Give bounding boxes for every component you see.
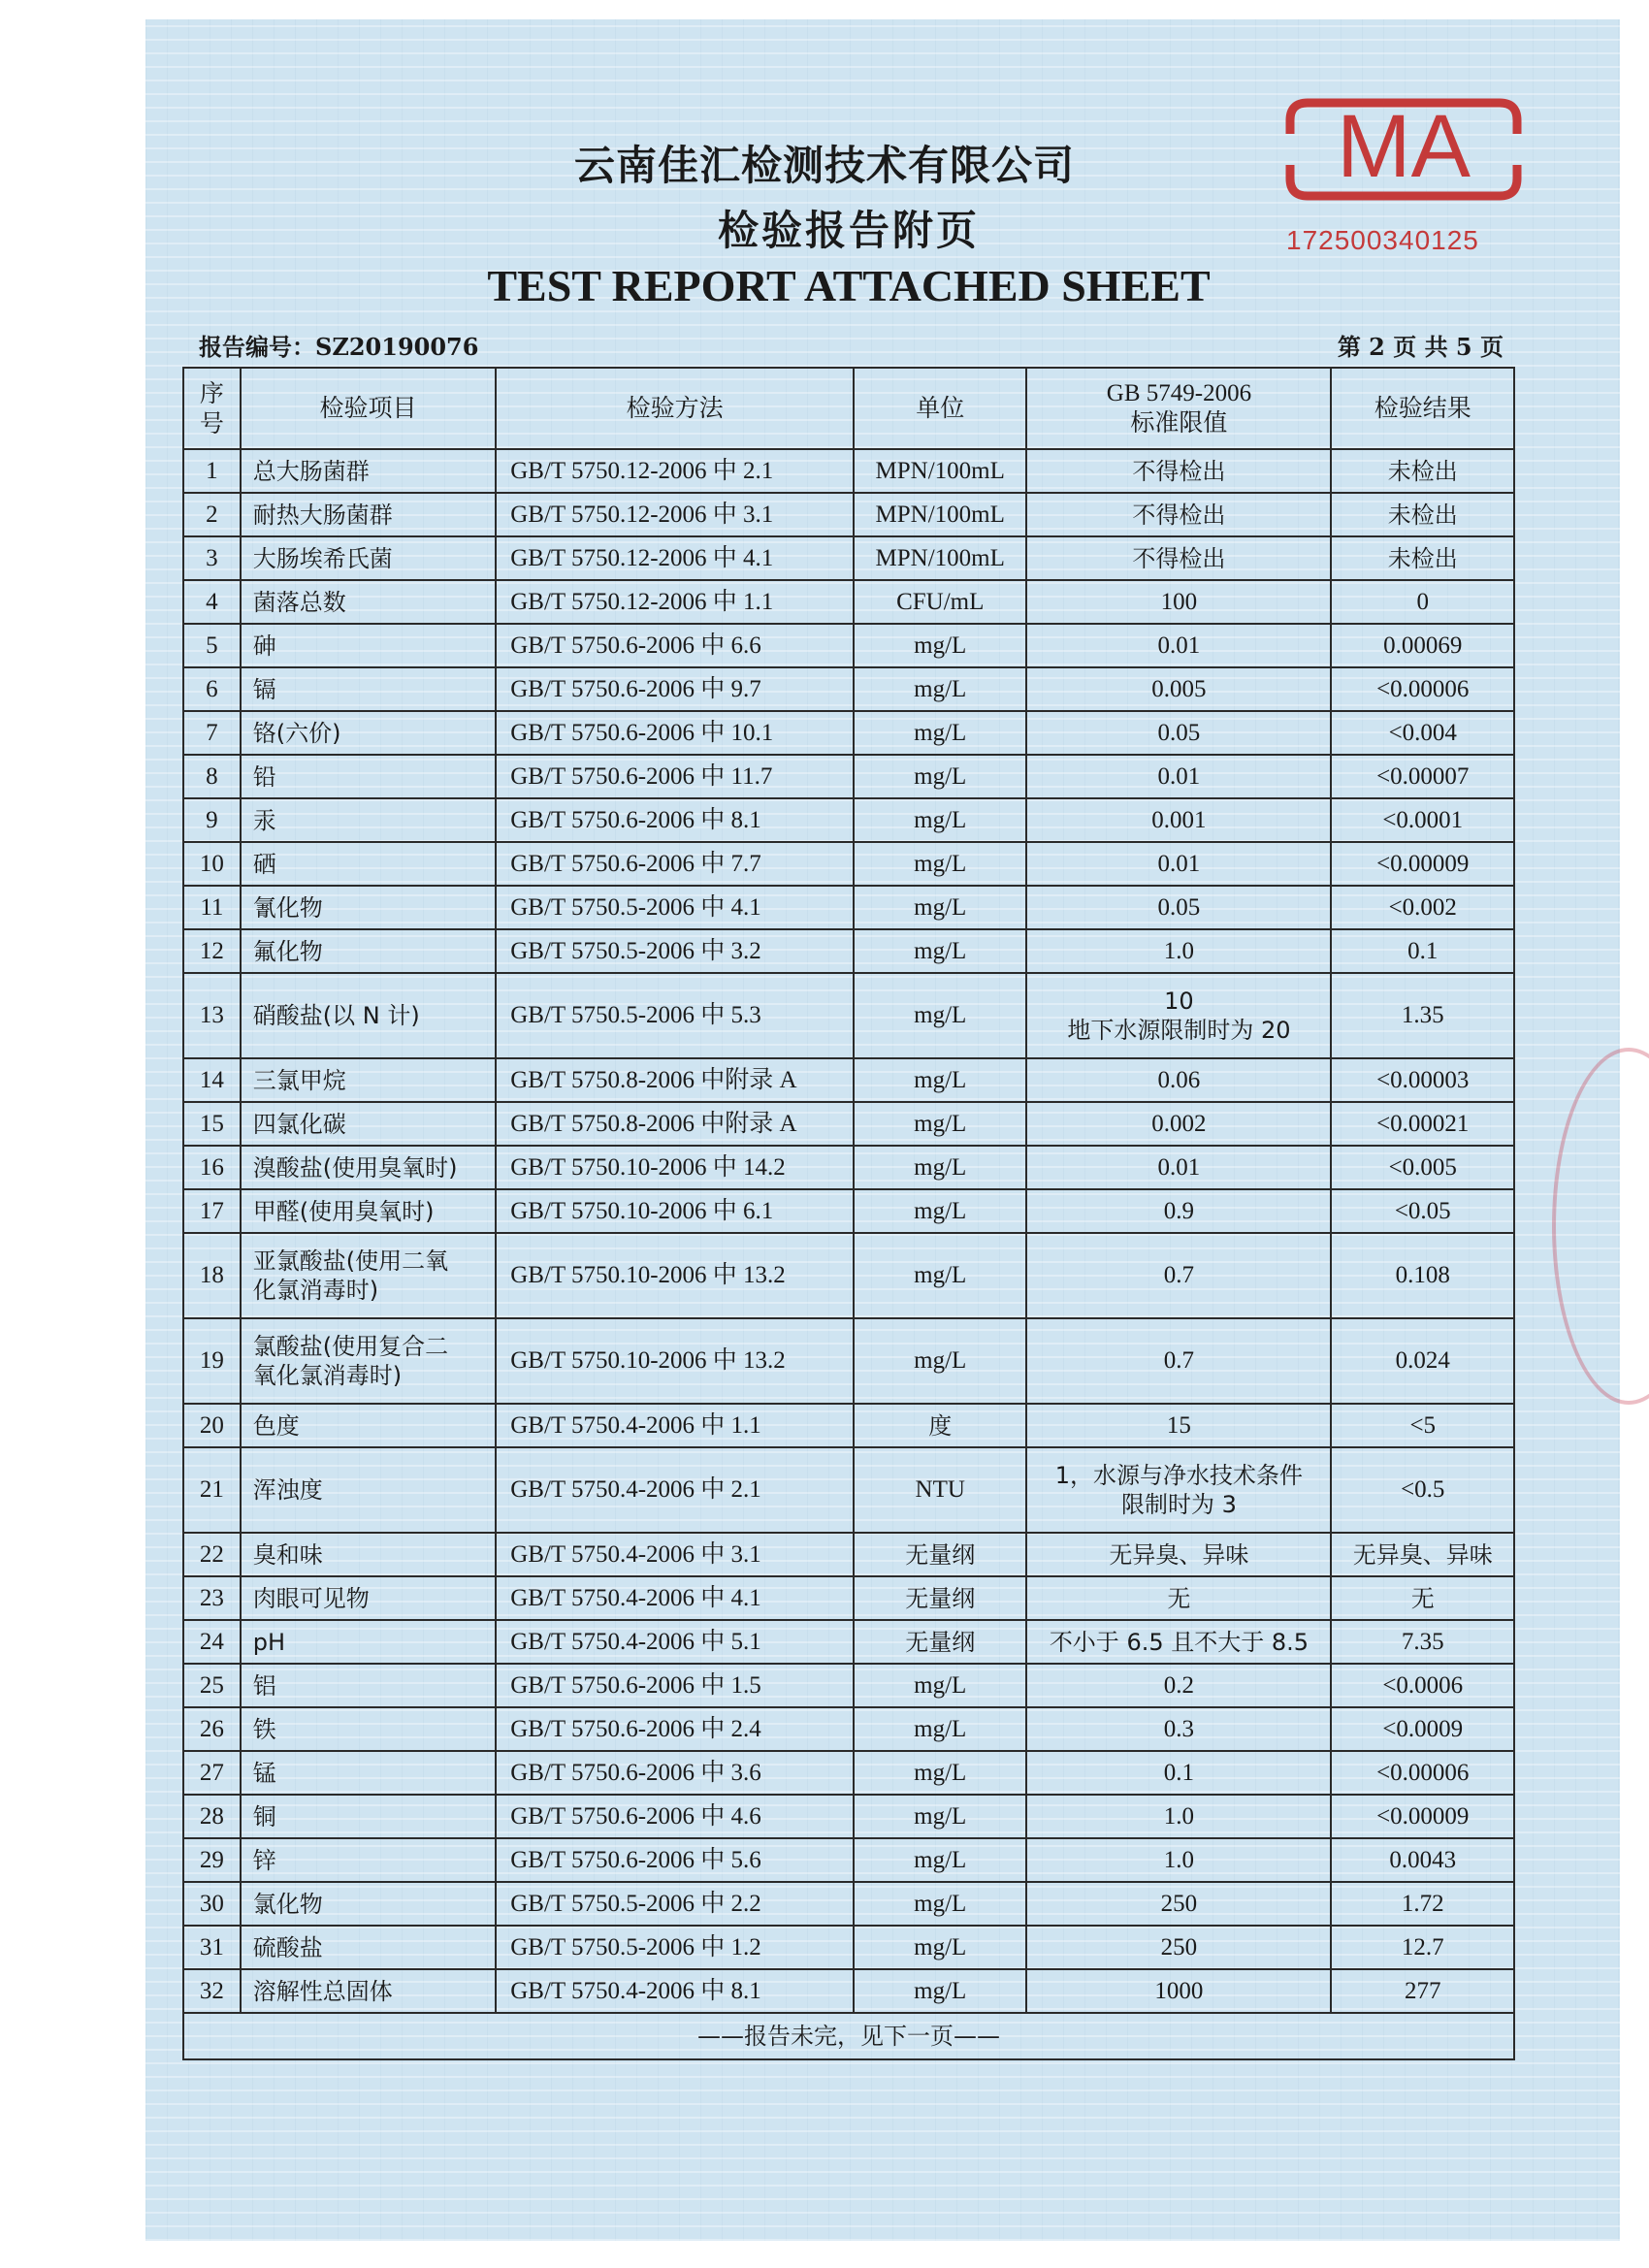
row-unit: mg/L — [854, 1707, 1026, 1751]
row-test-item: 铝 — [241, 1664, 496, 1707]
row-standard-limit: 15 — [1026, 1404, 1331, 1447]
row-test-method: GB/T 5750.6-2006 中 2.4 — [496, 1707, 854, 1751]
row-test-result: <0.0006 — [1331, 1664, 1514, 1707]
row-seq-number: 12 — [183, 929, 241, 973]
row-unit: mg/L — [854, 1233, 1026, 1318]
report-subtitle: 检验报告附页 — [717, 207, 980, 254]
table-row — [183, 1447, 1514, 1533]
row-unit: mg/L — [854, 755, 1026, 798]
row-test-item: 臭和味 — [241, 1533, 496, 1576]
row-seq-number: 20 — [183, 1404, 241, 1447]
row-unit: mg/L — [854, 929, 1026, 973]
row-unit: 无量纲 — [854, 1620, 1026, 1664]
row-test-method: GB/T 5750.6-2006 中 5.6 — [496, 1838, 854, 1882]
row-standard-limit: 0.002 — [1026, 1102, 1331, 1146]
row-test-result: <0.0001 — [1331, 798, 1514, 842]
table-row — [183, 536, 1514, 580]
row-test-item: 氟化物 — [241, 929, 496, 973]
row-seq-number: 17 — [183, 1189, 241, 1233]
ma-certification-stamp — [1278, 85, 1529, 211]
row-unit: mg/L — [854, 1838, 1026, 1882]
row-seq-number: 9 — [183, 798, 241, 842]
table-row — [183, 1102, 1514, 1146]
row-standard-limit: 1.0 — [1026, 1838, 1331, 1882]
row-test-method: GB/T 5750.4-2006 中 2.1 — [496, 1447, 854, 1533]
row-unit: 无量纲 — [854, 1576, 1026, 1620]
row-test-item: 硒 — [241, 842, 496, 886]
row-standard-limit: 250 — [1026, 1882, 1331, 1926]
row-test-item: 锰 — [241, 1751, 496, 1795]
row-test-item: 硫酸盐 — [241, 1926, 496, 1969]
row-seq-number: 16 — [183, 1146, 241, 1189]
row-test-result: 277 — [1331, 1969, 1514, 2013]
row-seq-number: 26 — [183, 1707, 241, 1751]
row-test-result: <0.00003 — [1331, 1058, 1514, 1102]
row-test-result: 0.024 — [1331, 1318, 1514, 1404]
row-standard-limit: 0.05 — [1026, 886, 1331, 929]
row-standard-limit: 0.3 — [1026, 1707, 1331, 1751]
row-unit: CFU/mL — [854, 580, 1026, 624]
header-method: 检验方法 — [496, 368, 854, 449]
table-row — [183, 1838, 1514, 1882]
row-seq-number: 32 — [183, 1969, 241, 2013]
table-row — [183, 449, 1514, 493]
row-unit: mg/L — [854, 1795, 1026, 1838]
row-seq-number: 13 — [183, 973, 241, 1058]
table-row — [183, 1189, 1514, 1233]
row-test-result: 0.00069 — [1331, 624, 1514, 667]
row-test-method: GB/T 5750.8-2006 中附录 A — [496, 1102, 854, 1146]
row-test-result: 12.7 — [1331, 1926, 1514, 1969]
row-test-result: <0.00009 — [1331, 1795, 1514, 1838]
row-test-method: GB/T 5750.5-2006 中 4.1 — [496, 886, 854, 929]
row-test-result: <0.005 — [1331, 1146, 1514, 1189]
row-seq-number: 25 — [183, 1664, 241, 1707]
table-row — [183, 1058, 1514, 1102]
company-name: 云南佳汇检测技术有限公司 — [573, 142, 1075, 189]
row-unit: mg/L — [854, 798, 1026, 842]
row-test-result: 0.0043 — [1331, 1838, 1514, 1882]
row-test-item: 亚氯酸盐(使用二氧 化氯消毒时) — [241, 1233, 496, 1318]
row-unit: 度 — [854, 1404, 1026, 1447]
row-standard-limit: 0.7 — [1026, 1233, 1331, 1318]
table-header-row — [183, 368, 1514, 449]
table-row — [183, 624, 1514, 667]
row-test-result: 无异臭、异味 — [1331, 1533, 1514, 1576]
row-standard-limit: 0.06 — [1026, 1058, 1331, 1102]
row-test-item: 菌落总数 — [241, 580, 496, 624]
table-row — [183, 580, 1514, 624]
row-test-method: GB/T 5750.12-2006 中 3.1 — [496, 493, 854, 536]
row-test-method: GB/T 5750.4-2006 中 4.1 — [496, 1576, 854, 1620]
table-row — [183, 1751, 1514, 1795]
row-seq-number: 14 — [183, 1058, 241, 1102]
row-unit: mg/L — [854, 1882, 1026, 1926]
row-test-method: GB/T 5750.6-2006 中 4.6 — [496, 1795, 854, 1838]
table-row — [183, 1969, 1514, 2013]
row-unit: 无量纲 — [854, 1533, 1026, 1576]
row-unit: mg/L — [854, 624, 1026, 667]
row-test-result: <0.002 — [1331, 886, 1514, 929]
table-row — [183, 755, 1514, 798]
row-unit: mg/L — [854, 973, 1026, 1058]
row-unit: MPN/100mL — [854, 449, 1026, 493]
row-test-result: <0.5 — [1331, 1447, 1514, 1533]
row-test-method: GB/T 5750.6-2006 中 6.6 — [496, 624, 854, 667]
row-standard-limit: 0.01 — [1026, 624, 1331, 667]
row-test-method: GB/T 5750.6-2006 中 7.7 — [496, 842, 854, 886]
table-row — [183, 1533, 1514, 1576]
table-row — [183, 1795, 1514, 1838]
row-test-method: GB/T 5750.12-2006 中 1.1 — [496, 580, 854, 624]
row-standard-limit: 0.001 — [1026, 798, 1331, 842]
row-test-item: 铬(六价) — [241, 711, 496, 755]
row-standard-limit: 0.05 — [1026, 711, 1331, 755]
row-test-item: pH — [241, 1620, 496, 1664]
row-standard-limit: 无 — [1026, 1576, 1331, 1620]
row-test-item: 肉眼可见物 — [241, 1576, 496, 1620]
row-seq-number: 4 — [183, 580, 241, 624]
row-test-result: <0.00006 — [1331, 667, 1514, 711]
table-row — [183, 1707, 1514, 1751]
row-standard-limit: 0.2 — [1026, 1664, 1331, 1707]
row-standard-limit: 1，水源与净水技术条件 限制时为 3 — [1026, 1447, 1331, 1533]
row-test-item: 铅 — [241, 755, 496, 798]
row-test-method: GB/T 5750.8-2006 中附录 A — [496, 1058, 854, 1102]
row-test-result: 无 — [1331, 1576, 1514, 1620]
row-seq-number: 22 — [183, 1533, 241, 1576]
row-standard-limit: 100 — [1026, 580, 1331, 624]
row-seq-number: 30 — [183, 1882, 241, 1926]
row-seq-number: 6 — [183, 667, 241, 711]
row-unit: mg/L — [854, 886, 1026, 929]
row-test-result: <5 — [1331, 1404, 1514, 1447]
row-test-result: <0.00021 — [1331, 1102, 1514, 1146]
row-standard-limit: 1.0 — [1026, 1795, 1331, 1838]
row-test-method: GB/T 5750.10-2006 中 13.2 — [496, 1318, 854, 1404]
row-test-method: GB/T 5750.4-2006 中 3.1 — [496, 1533, 854, 1576]
row-standard-limit: 0.7 — [1026, 1318, 1331, 1404]
row-test-item: 浑浊度 — [241, 1447, 496, 1533]
row-unit: mg/L — [854, 1146, 1026, 1189]
header-result: 检验结果 — [1331, 368, 1514, 449]
row-test-result: 1.72 — [1331, 1882, 1514, 1926]
row-test-item: 四氯化碳 — [241, 1102, 496, 1146]
row-seq-number: 21 — [183, 1447, 241, 1533]
row-test-method: GB/T 5750.5-2006 中 2.2 — [496, 1882, 854, 1926]
ma-certificate-number: 172500340125 — [1286, 225, 1479, 255]
row-unit: MPN/100mL — [854, 493, 1026, 536]
row-test-item: 溴酸盐(使用臭氧时) — [241, 1146, 496, 1189]
row-test-method: GB/T 5750.4-2006 中 1.1 — [496, 1404, 854, 1447]
row-test-method: GB/T 5750.10-2006 中 13.2 — [496, 1233, 854, 1318]
row-unit: mg/L — [854, 842, 1026, 886]
header-limit: GB 5749-2006 标准限值 — [1026, 368, 1331, 449]
table-row — [183, 667, 1514, 711]
row-test-result: 0.1 — [1331, 929, 1514, 973]
row-test-item: 汞 — [241, 798, 496, 842]
row-unit: mg/L — [854, 1664, 1026, 1707]
row-test-method: GB/T 5750.5-2006 中 1.2 — [496, 1926, 854, 1969]
row-test-method: GB/T 5750.6-2006 中 3.6 — [496, 1751, 854, 1795]
row-test-method: GB/T 5750.4-2006 中 5.1 — [496, 1620, 854, 1664]
footer-note: ——报告未完，见下一页—— — [183, 2013, 1514, 2059]
row-test-item: 色度 — [241, 1404, 496, 1447]
row-test-result: <0.00006 — [1331, 1751, 1514, 1795]
table-row — [183, 929, 1514, 973]
row-test-item: 镉 — [241, 667, 496, 711]
row-seq-number: 3 — [183, 536, 241, 580]
row-seq-number: 31 — [183, 1926, 241, 1969]
row-test-item: 砷 — [241, 624, 496, 667]
row-test-result: 未检出 — [1331, 493, 1514, 536]
row-standard-limit: 0.01 — [1026, 1146, 1331, 1189]
row-seq-number: 5 — [183, 624, 241, 667]
table-row — [183, 1576, 1514, 1620]
row-seq-number: 15 — [183, 1102, 241, 1146]
table-row — [183, 1404, 1514, 1447]
row-seq-number: 24 — [183, 1620, 241, 1664]
table-row — [183, 493, 1514, 536]
row-test-result: <0.004 — [1331, 711, 1514, 755]
table-row — [183, 1318, 1514, 1404]
row-test-method: GB/T 5750.6-2006 中 10.1 — [496, 711, 854, 755]
table-row — [183, 1882, 1514, 1926]
table-row — [183, 1926, 1514, 1969]
table-row — [183, 798, 1514, 842]
row-standard-limit: 0.01 — [1026, 755, 1331, 798]
table-row — [183, 1146, 1514, 1189]
row-test-item: 耐热大肠菌群 — [241, 493, 496, 536]
row-standard-limit: 无异臭、异味 — [1026, 1533, 1331, 1576]
table-footer-row — [183, 2013, 1514, 2059]
row-unit: mg/L — [854, 1189, 1026, 1233]
row-standard-limit: 0.005 — [1026, 667, 1331, 711]
ma-letters: MA — [1337, 97, 1471, 196]
row-standard-limit: 250 — [1026, 1926, 1331, 1969]
row-seq-number: 1 — [183, 449, 241, 493]
table-row — [183, 886, 1514, 929]
row-test-item: 氰化物 — [241, 886, 496, 929]
row-standard-limit: 不得检出 — [1026, 449, 1331, 493]
row-seq-number: 23 — [183, 1576, 241, 1620]
row-test-item: 大肠埃希氏菌 — [241, 536, 496, 580]
row-test-method: GB/T 5750.6-2006 中 8.1 — [496, 798, 854, 842]
row-unit: mg/L — [854, 1102, 1026, 1146]
row-unit: mg/L — [854, 1969, 1026, 2013]
row-test-result: <0.05 — [1331, 1189, 1514, 1233]
row-test-method: GB/T 5750.10-2006 中 14.2 — [496, 1146, 854, 1189]
row-unit: mg/L — [854, 1926, 1026, 1969]
row-standard-limit: 不得检出 — [1026, 493, 1331, 536]
row-test-result: 7.35 — [1331, 1620, 1514, 1664]
row-test-result: <0.00007 — [1331, 755, 1514, 798]
row-test-item: 硝酸盐(以 N 计) — [241, 973, 496, 1058]
row-test-result: 1.35 — [1331, 973, 1514, 1058]
row-standard-limit: 0.1 — [1026, 1751, 1331, 1795]
row-test-item: 铁 — [241, 1707, 496, 1751]
table-row — [183, 711, 1514, 755]
row-test-result: <0.00009 — [1331, 842, 1514, 886]
row-seq-number: 10 — [183, 842, 241, 886]
table-row — [183, 1233, 1514, 1318]
row-standard-limit: 10 地下水源限制时为 20 — [1026, 973, 1331, 1058]
row-seq-number: 29 — [183, 1838, 241, 1882]
row-seq-number: 18 — [183, 1233, 241, 1318]
row-standard-limit: 不得检出 — [1026, 536, 1331, 580]
row-unit: NTU — [854, 1447, 1026, 1533]
row-unit: mg/L — [854, 1751, 1026, 1795]
row-seq-number: 7 — [183, 711, 241, 755]
row-standard-limit: 不小于 6.5 且不大于 8.5 — [1026, 1620, 1331, 1664]
test-results-table — [182, 367, 1515, 2060]
english-title: TEST REPORT ATTACHED SHEET — [487, 261, 1211, 310]
header-item: 检验项目 — [241, 368, 496, 449]
row-test-item: 氯酸盐(使用复合二 氧化氯消毒时) — [241, 1318, 496, 1404]
table-row — [183, 842, 1514, 886]
row-seq-number: 19 — [183, 1318, 241, 1404]
row-unit: MPN/100mL — [854, 536, 1026, 580]
row-test-result: 0 — [1331, 580, 1514, 624]
row-test-result: 未检出 — [1331, 536, 1514, 580]
row-test-method: GB/T 5750.5-2006 中 3.2 — [496, 929, 854, 973]
row-test-method: GB/T 5750.6-2006 中 11.7 — [496, 755, 854, 798]
row-test-item: 锌 — [241, 1838, 496, 1882]
row-standard-limit: 1.0 — [1026, 929, 1331, 973]
row-unit: mg/L — [854, 711, 1026, 755]
header-unit: 单位 — [854, 368, 1026, 449]
row-test-result: 未检出 — [1331, 449, 1514, 493]
row-test-result: 0.108 — [1331, 1233, 1514, 1318]
row-test-method: GB/T 5750.6-2006 中 9.7 — [496, 667, 854, 711]
row-unit: mg/L — [854, 1318, 1026, 1404]
row-test-item: 溶解性总固体 — [241, 1969, 496, 2013]
row-unit: mg/L — [854, 1058, 1026, 1102]
row-test-method: GB/T 5750.12-2006 中 4.1 — [496, 536, 854, 580]
row-test-result: <0.0009 — [1331, 1707, 1514, 1751]
row-test-item: 甲醛(使用臭氧时) — [241, 1189, 496, 1233]
row-seq-number: 28 — [183, 1795, 241, 1838]
table-row — [183, 1664, 1514, 1707]
row-test-method: GB/T 5750.4-2006 中 8.1 — [496, 1969, 854, 2013]
table-row — [183, 973, 1514, 1058]
row-seq-number: 27 — [183, 1751, 241, 1795]
row-test-method: GB/T 5750.12-2006 中 2.1 — [496, 449, 854, 493]
row-test-item: 总大肠菌群 — [241, 449, 496, 493]
header-seq: 序 号 — [183, 368, 241, 449]
row-test-item: 三氯甲烷 — [241, 1058, 496, 1102]
row-standard-limit: 0.9 — [1026, 1189, 1331, 1233]
row-seq-number: 11 — [183, 886, 241, 929]
row-test-item: 氯化物 — [241, 1882, 496, 1926]
report-number: 报告编号：SZ20190076 — [199, 333, 479, 361]
row-seq-number: 8 — [183, 755, 241, 798]
row-test-method: GB/T 5750.10-2006 中 6.1 — [496, 1189, 854, 1233]
row-test-item: 铜 — [241, 1795, 496, 1838]
row-test-method: GB/T 5750.6-2006 中 1.5 — [496, 1664, 854, 1707]
row-seq-number: 2 — [183, 493, 241, 536]
table-row — [183, 1620, 1514, 1664]
row-unit: mg/L — [854, 667, 1026, 711]
row-test-method: GB/T 5750.5-2006 中 5.3 — [496, 973, 854, 1058]
row-standard-limit: 0.01 — [1026, 842, 1331, 886]
page-info: 第 2 页 共 5 页 — [1337, 333, 1504, 361]
row-standard-limit: 1000 — [1026, 1969, 1331, 2013]
